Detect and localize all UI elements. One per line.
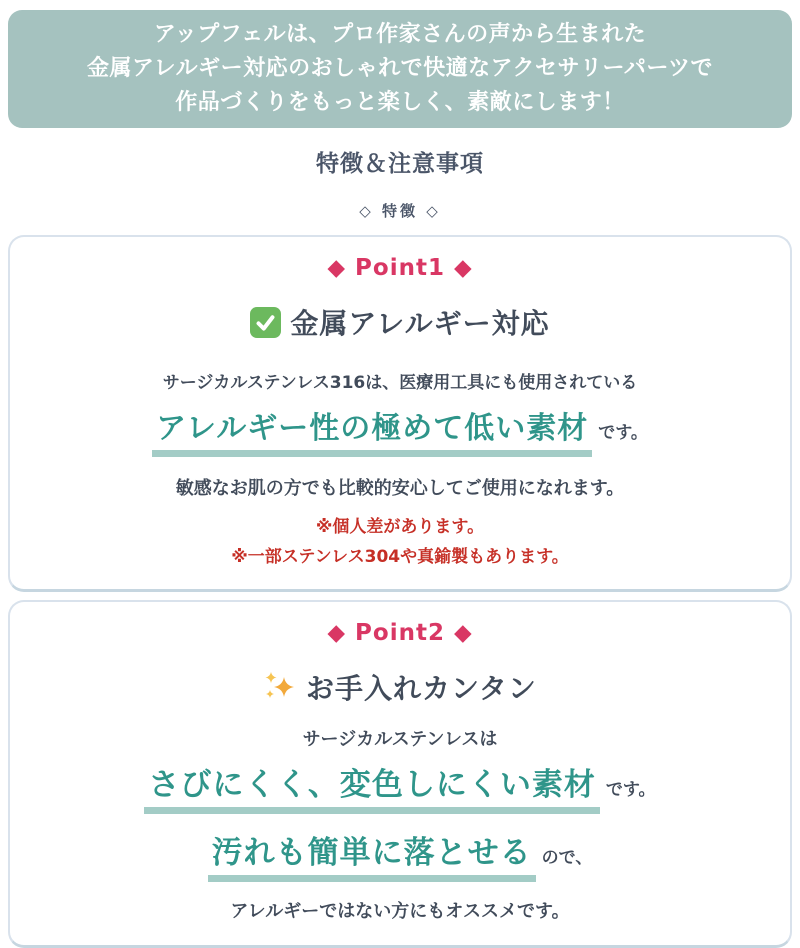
point2-highlight-row-1 <box>20 759 780 814</box>
point2-label: ◆ Point2 ◆ <box>327 620 473 646</box>
point1-highlight-row <box>20 403 780 457</box>
point2-heading: お手入れカンタン <box>306 672 537 705</box>
point1-heading-row <box>20 302 780 342</box>
intro-banner-line-3: 作品づくりをもっと楽しく、素敵にします！ <box>175 90 625 115</box>
section-subtitle: ◇ 特徴 ◇ <box>359 202 441 220</box>
feature-card-point1 <box>8 235 792 592</box>
point1-body: 敏感なお肌の方でも比較的安心してご使用になれます。 <box>175 478 625 499</box>
section-title: 特徴＆注意事項 <box>316 151 484 177</box>
product-feature-page <box>0 10 800 922</box>
point2-highlight-suffix-1: です。 <box>605 780 656 800</box>
intro-banner <box>8 10 792 128</box>
point2-highlight-row-2 <box>20 827 780 882</box>
point1-heading: 金属アレルギー対応 <box>290 307 550 340</box>
point2-highlight-suffix-2: ので、 <box>541 848 593 868</box>
intro-banner-line-1: アップフェルは、プロ作家さんの声から生まれた <box>153 22 647 47</box>
intro-banner-line-2: 金属アレルギー対応のおしゃれで快適なアクセサリーパーツで <box>87 56 713 81</box>
point1-intro: サージカルステンレス316は、医療用工具にも使用されている <box>162 373 638 393</box>
feature-card-point2 <box>8 600 792 948</box>
sparkles-icon <box>263 670 297 704</box>
point1-highlight-text: アレルギー性の極めて低い素材 <box>152 403 592 457</box>
point1-label: ◆ Point1 ◆ <box>327 255 473 281</box>
point1-note-2: ※一部ステンレス304や真鍮製もあります。 <box>231 547 569 567</box>
point1-note-1: ※個人差があります。 <box>315 517 485 537</box>
point2-heading-row <box>20 667 780 707</box>
point2-highlight-text-1: さびにくく、変色しにくい素材 <box>144 759 599 814</box>
point1-highlight-suffix: です。 <box>598 423 648 443</box>
point2-highlight-text-2: 汚れも簡単に落とせる <box>208 827 536 882</box>
point2-body: アレルギーではない方にもオススメです。 <box>230 901 570 922</box>
check-mark-icon <box>250 307 281 338</box>
point2-intro: サージカルステンレスは <box>302 729 498 750</box>
